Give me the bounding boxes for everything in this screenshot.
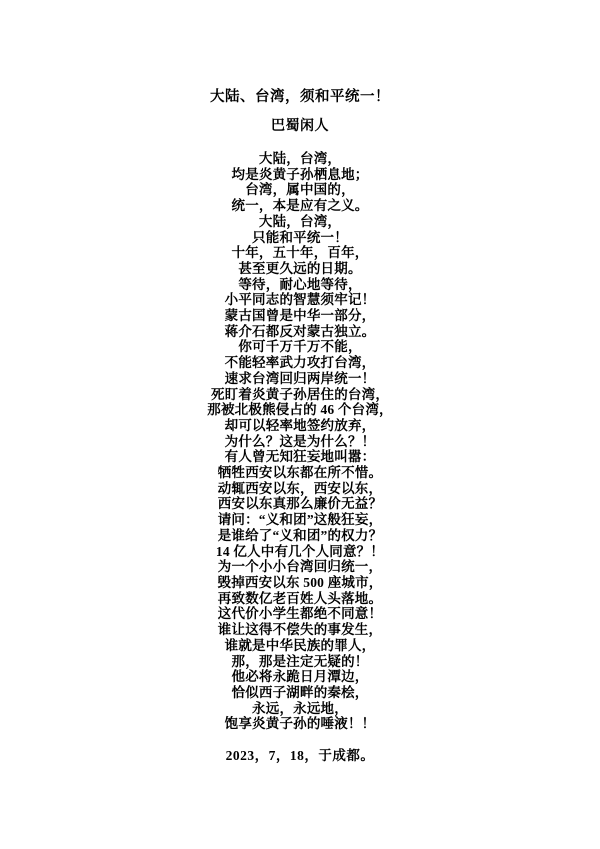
poem-line: 为什么？这是为什么？！ xyxy=(224,433,376,449)
poem-line: 死盯着炎黄子孙居住的台湾， xyxy=(210,386,390,402)
poem-line: 牺牲西安以东都在所不惜。 xyxy=(217,465,383,481)
poem-line: 蒋介石都反对蒙古独立。 xyxy=(224,323,376,339)
poem-line: 饱享炎黄子孙的唾液！！ xyxy=(224,716,376,732)
date-line: 2023，7，18，于成都。 xyxy=(225,748,375,764)
poem-line: 统一，本是应有之义。 xyxy=(231,198,369,214)
poem-line: 你可千万千万不能， xyxy=(238,339,362,355)
poem-line: 台湾，属中国的， xyxy=(245,182,355,198)
poem-line: 谁就是中华民族的罪人， xyxy=(224,637,376,653)
poem-line: 甚至更久远的日期。 xyxy=(238,260,362,276)
poem-line: 却可以轻率地签约放弃， xyxy=(224,417,376,433)
poem-line: 永远，永远地， xyxy=(252,700,348,716)
poem-line: 毁掉西安以东 500 座城市， xyxy=(217,574,383,590)
poem-line: 大陆，台湾， xyxy=(258,213,342,229)
poem-line: 有人曾无知狂妄地叫嚣： xyxy=(224,449,376,465)
poem-line: 那，那是注定无疑的！ xyxy=(231,653,369,669)
poem-line: 14 亿人中有几个人同意？！ xyxy=(215,543,385,559)
poem-line: 西安以东真那么廉价无益？ xyxy=(217,496,383,512)
poem-line: 等待，耐心地等待， xyxy=(238,276,362,292)
poem-line: 恰似西子湖畔的秦桧， xyxy=(231,684,369,700)
poem-line: 小平同志的智慧须牢记！ xyxy=(224,292,376,308)
poem-line: 动辄西安以东，西安以东， xyxy=(217,480,383,496)
poem-body xyxy=(0,151,600,732)
poem-line: 那被北极熊侵占的 46 个台湾， xyxy=(207,402,393,418)
document-title: 大陆、台湾，须和平统一！ xyxy=(210,89,390,105)
poem-line: 是谁给了“义和团”的权力？ xyxy=(217,527,383,543)
poem-line: 均是炎黄子孙栖息地； xyxy=(231,166,369,182)
poem-line: 速求台湾回归两岸统一！ xyxy=(224,370,376,386)
poem-line: 大陆，台湾， xyxy=(258,151,342,166)
poem-line: 他必将永跪日月潭边， xyxy=(231,669,369,685)
poem-line: 这代价小学生都绝不同意！ xyxy=(217,606,383,622)
poem-line: 不能轻率武力攻打台湾， xyxy=(224,355,376,371)
poem-line: 再致数亿老百姓人头落地。 xyxy=(217,590,383,606)
poem-line: 请问：“义和团”这般狂妄， xyxy=(217,512,383,528)
poem-line: 只能和平统一！ xyxy=(252,229,348,245)
author-name: 巴蜀闲人 xyxy=(271,119,329,134)
poem-line: 十年，五十年，百年， xyxy=(231,245,369,261)
poem-line: 为一个小小台湾回归统一， xyxy=(217,559,383,575)
poem-line: 谁让这得不偿失的事发生， xyxy=(217,622,383,638)
poem-line: 蒙古国曾是中华一部分， xyxy=(224,308,376,324)
